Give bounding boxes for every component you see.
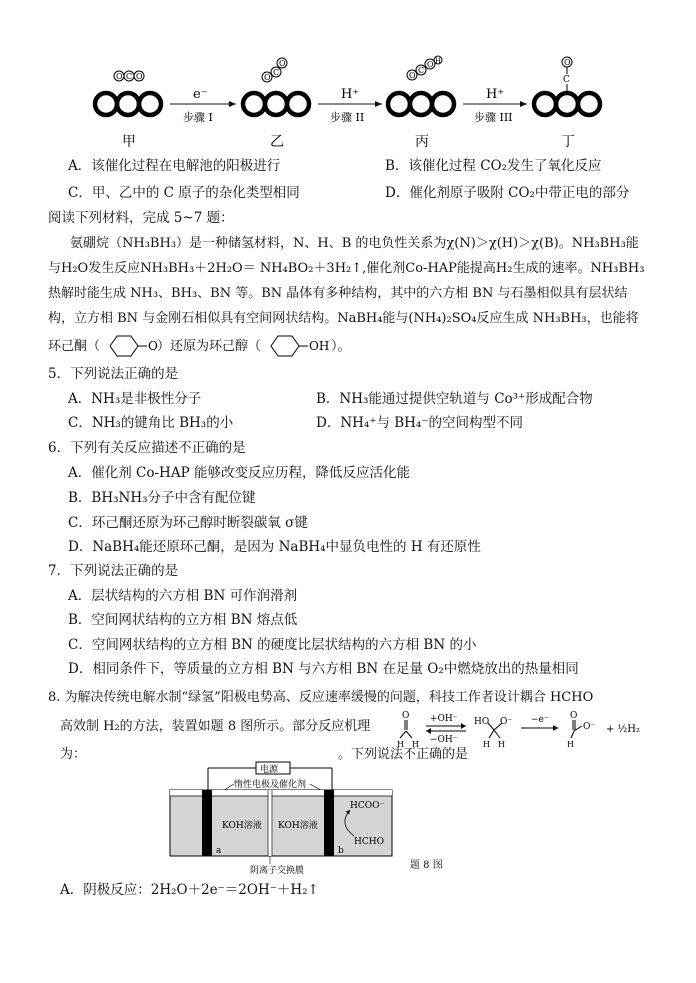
material-line-2: 与H₂O发生反应NH₃BH₃＋2H₂O＝ NH₄BO₂＋3H₂↑,催化剂Co-HAP能提高H₂生成的速率。NH₃BH₃	[48, 261, 645, 276]
svg-text:b: b	[338, 846, 344, 856]
svg-text:OH: OH	[309, 339, 330, 353]
svg-text:O: O	[116, 72, 123, 81]
svg-text:HO: HO	[474, 717, 490, 727]
q8-line-3-suffix: 。下列说法不正确的是	[338, 747, 469, 762]
svg-text:电源: 电源	[260, 765, 279, 775]
svg-text:O: O	[264, 73, 271, 82]
q6-option-c: C．环己酮还原为环己醇时断裂碳氧 σ键	[68, 515, 308, 531]
svg-text:H: H	[412, 740, 419, 749]
svg-text:HCHO: HCHO	[354, 837, 384, 847]
svg-text:a: a	[216, 846, 222, 856]
svg-text:H: H	[435, 57, 442, 65]
svg-text:C: C	[563, 75, 570, 85]
q4-option-a: A．该催化过程在电解池的阳极进行	[68, 158, 281, 174]
svg-text:O⁻: O⁻	[500, 717, 513, 727]
q8-line-2: 高效制 H₂的方法，装置如题 8 图所示。部分反应机理	[60, 719, 371, 734]
figure-caption: 题 8 图	[410, 860, 443, 871]
material-line-5a: 环己酮（	[48, 339, 101, 354]
svg-text:KOH溶液: KOH溶液	[278, 821, 318, 831]
q5-option-a: A．NH₃是非极性分子	[68, 391, 202, 407]
q7-option-b: B．空间网状结构的立方相 BN 熔点低	[68, 612, 298, 628]
q8-line-1: 8. 为解决传统电解水制“绿氢”阳极电势高、反应速率缓慢的问题，科技工作者设计耦合 HCHO	[48, 690, 594, 705]
material-line-5c: ）。	[331, 339, 351, 354]
svg-text:阴离子交换膜: 阴离子交换膜	[250, 866, 305, 875]
cyclohexanol-structure	[265, 332, 335, 360]
catalyst-yi	[243, 58, 309, 115]
electrolysis-apparatus-figure	[150, 760, 450, 875]
q7-option-c: C．空间网状结构的立方相 BN 的硬度比层状结构的六方相 BN 的小	[68, 637, 477, 653]
svg-text:O⁻: O⁻	[583, 722, 596, 732]
svg-text:H: H	[483, 740, 490, 749]
reading-intro: 阅读下列材料，完成 5~7 题：	[48, 210, 234, 226]
step3-top-label: H⁺	[486, 87, 505, 102]
svg-text:−e⁻: −e⁻	[531, 715, 549, 725]
material-line-4: 构，立方相 BN 与金刚石相似具有空间网状结构。NaBH₄能与(NH₄)₂SO₄反应生成 NH₃BH₃，也能将	[48, 311, 639, 326]
svg-text:O: O	[279, 59, 286, 68]
q8-option-a: A．阴极反应：2H₂O＋2e⁻＝2OH⁻＋H₂↑	[60, 882, 319, 898]
q4-option-d: D．催化剂原子吸附 CO₂中带正电的部分	[385, 185, 630, 201]
q7-stem: 7．下列说法正确的是	[48, 563, 179, 579]
q4-option-c: C．甲、乙中的 C 原子的杂化类型相同	[68, 185, 300, 201]
name-bing: 丙	[415, 134, 429, 150]
electrode-a	[202, 790, 212, 856]
q6-option-d: D．NaBH₄能还原环己酮，是因为 NaBH₄中显负电性的 H 有还原性	[68, 539, 481, 555]
svg-text:O: O	[564, 58, 571, 67]
name-jia: 甲	[122, 134, 136, 150]
q6-option-a: A．催化剂 Co-HAP 能够改变反应历程，降低反应活化能	[68, 465, 410, 481]
svg-text:O: O	[148, 339, 158, 353]
q4-option-b: B．该催化过程 CO₂发生了氧化反应	[385, 158, 602, 174]
svg-text:C: C	[418, 66, 425, 75]
svg-text:KOH溶液: KOH溶液	[222, 821, 262, 831]
q7-option-a: A．层状结构的六方相 BN 可作润滑剂	[68, 588, 298, 604]
step2-top-label: H⁺	[341, 87, 360, 102]
q6-option-b: B．BH₃NH₃分子中含有配位键	[68, 490, 256, 506]
svg-text:O: O	[570, 711, 578, 721]
svg-text:+ ½H₂: + ½H₂	[606, 724, 640, 735]
q5-option-d: D．NH₄⁺与 BH₄⁻的空间构型不同	[316, 415, 523, 431]
svg-text:惰性电极及催化剂: 惰性电极及催化剂	[234, 780, 307, 790]
svg-text:O: O	[402, 711, 410, 721]
q5-option-b: B．NH₃能通过提供空轨道与 Co³⁺形成配合物	[316, 391, 593, 407]
material-line-5b: ）还原为环己醇（	[157, 339, 262, 354]
svg-text:HCOO⁻: HCOO⁻	[350, 801, 385, 811]
svg-text:O: O	[427, 60, 434, 69]
q5-stem: 5．下列说法正确的是	[48, 366, 179, 382]
electrode-b	[324, 790, 334, 856]
svg-text:C: C	[273, 68, 280, 77]
q7-option-d: D．相同条件下，等质量的立方相 BN 与六方相 BN 在足量 O₂中燃烧放出的热量相同	[68, 661, 579, 677]
svg-text:−OH⁻: −OH⁻	[430, 735, 458, 745]
q5-option-c: C．NH₃的键角比 BH₃的小	[68, 415, 234, 431]
svg-text:O: O	[409, 71, 416, 80]
step2-bottom-label: 步骤 II	[330, 111, 365, 124]
catalyst-bing	[388, 56, 454, 115]
name-ding: 丁	[561, 134, 575, 150]
svg-text:+OH⁻: +OH⁻	[430, 714, 458, 724]
svg-text:H: H	[397, 740, 404, 749]
svg-text:O: O	[136, 72, 143, 81]
svg-text:H: H	[498, 740, 505, 749]
cyclohexanone-structure	[104, 332, 160, 360]
svg-text:H: H	[567, 740, 574, 749]
svg-text:C: C	[126, 72, 133, 81]
q6-stem: 6．下列有关反应描述不正确的是	[48, 440, 246, 456]
hcho-mechanism-inline	[396, 704, 694, 750]
catalysis-mechanism-diagram	[0, 0, 696, 150]
catalyst-ding	[534, 57, 600, 115]
material-line-3: 热解时能生成 NH₃、BH₃、BN 等。BN 晶体有多种结构，其中的六方相 BN 与石墨相似具有层状结	[48, 286, 628, 301]
material-line-1: 氨硼烷（NH₃BH₃）是一种储氢材料，N、H、B 的电负性关系为χ(N)＞χ(H)＞χ(B)。NH₃BH₃能	[70, 236, 639, 251]
step1-bottom-label: 步骤 I	[183, 111, 213, 124]
step1-top-label: e⁻	[193, 87, 208, 102]
step3-bottom-label: 步骤 III	[474, 111, 513, 124]
name-yi: 乙	[270, 134, 284, 150]
q8-line-3-prefix: 为：	[60, 747, 87, 762]
catalyst-jia	[95, 71, 161, 115]
